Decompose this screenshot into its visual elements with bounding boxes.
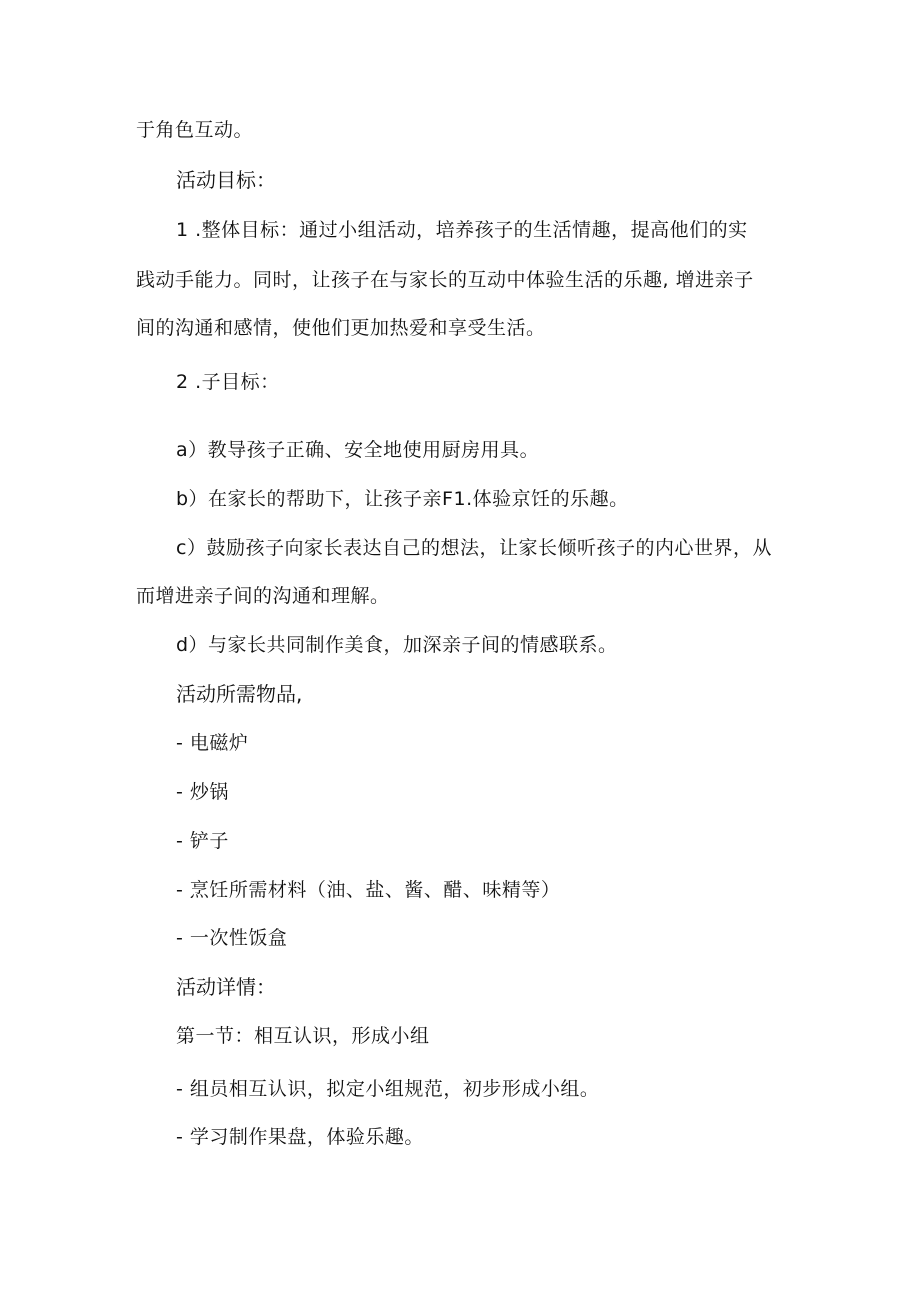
sub-goal-d: d）与家长共同制作美食，加深亲子间的情感联系。 (176, 634, 618, 656)
session-title: 第一节：相互认识，形成小组 (176, 1025, 430, 1047)
list-item: - 电磁炉 (176, 732, 249, 754)
list-item: - 一次性饭盒 (176, 927, 288, 949)
sub-goal-b: b）在家长的帮助下，让孩子亲F1.体验京饪的乐趣。 (176, 488, 629, 510)
list-item: - 组员相互认识，拟定小组规范，初步形成小组。 (176, 1078, 600, 1100)
section-heading-goals: 活动目标： (176, 168, 276, 192)
list-item: - 炒锅 (176, 781, 229, 803)
sub-goal-a: a）教导孩子正确、安全地使用厨房用具。 (176, 439, 540, 461)
paragraph-continuation: 于角色互动。 (136, 119, 254, 141)
goal-overall-line-2: 践动手能力。同时，让孩子在与家长的互动中体验生活的乐趣, 增进亲子 (136, 269, 754, 291)
goal-overall-line-3: 间的沟通和感情，使他们更加热爱和享受生活。 (136, 317, 546, 339)
section-heading-materials: 活动所需物品, (176, 682, 303, 706)
goal-sub-heading: 2 .子目标： (176, 371, 280, 393)
list-item: - 学习制作果盘，体验乐趣。 (176, 1126, 424, 1148)
list-item: - 烹饪所需材料（油、盐、酱、醋、味精等） (176, 879, 561, 901)
sub-goal-c-line-2: 而增进亲子间的沟通和理解。 (136, 585, 390, 607)
section-heading-details: 活动详情： (176, 975, 276, 999)
sub-goal-c-line-1: c）鼓励孩子向家长表达自己的想法，让家长倾听孩子的内心世界，从 (176, 537, 772, 559)
goal-overall-line-1: 1 .整体目标：通过小组活动，培养孩子的生活情趣，提高他们的实 (176, 219, 748, 241)
list-item: - 铲子 (176, 830, 229, 852)
